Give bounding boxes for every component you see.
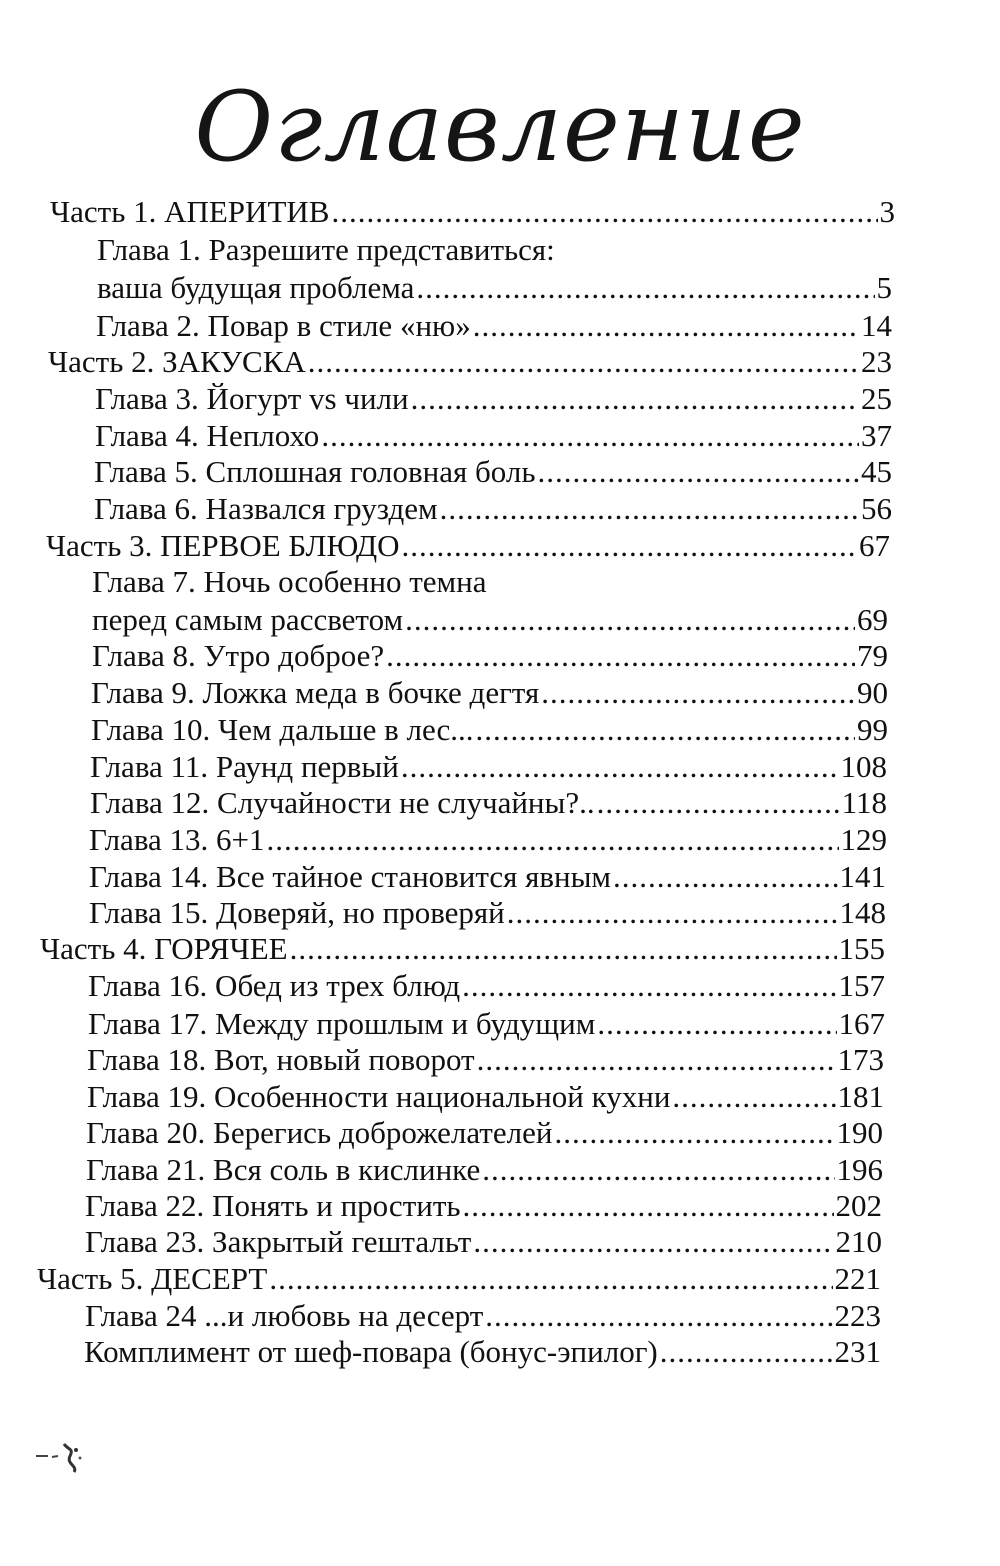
- toc-leader-dots: [541, 675, 855, 711]
- toc-leader-dots: [267, 822, 839, 858]
- toc-entry-label: Часть 4. ГОРЯЧЕЕ: [40, 931, 288, 966]
- toc-entry-label: Глава 15. Доверяй, но проверяй: [89, 895, 505, 930]
- toc-entry-label: Глава 14. Все тайное становится явным: [89, 859, 612, 894]
- toc-entry-label: перед самым рассветом: [92, 602, 404, 637]
- toc-leader-dots: [473, 1224, 833, 1260]
- toc-page-number: 69: [857, 602, 888, 637]
- toc-chapter-23: [85, 1224, 882, 1260]
- toc-chapter-18: [87, 1042, 884, 1078]
- toc-page-number: 196: [836, 1152, 883, 1187]
- toc-leader-dots: [331, 194, 877, 230]
- toc-entry-label: Глава 4. Неплохо: [95, 418, 320, 453]
- toc-chapter-15: [89, 895, 886, 931]
- toc-page-number: 5: [876, 270, 892, 305]
- toc-bonus-epilogue: [84, 1334, 881, 1370]
- toc-page-number: 118: [841, 785, 887, 820]
- toc-entry-label: Глава 5. Сплошная головная боль: [94, 454, 536, 489]
- toc-leader-dots: [538, 454, 860, 490]
- toc-leader-dots: [405, 602, 855, 638]
- toc-entry-label: Глава 12. Случайности не случайны?..: [90, 785, 595, 820]
- toc-entry-label: Глава 23. Закрытый гештальт: [85, 1224, 472, 1259]
- toc-entry-label: Глава 22. Понять и простить: [85, 1188, 461, 1223]
- toc-page-number: 99: [857, 712, 888, 747]
- toc-chapter-2: [96, 308, 892, 344]
- toc-page-number: 67: [859, 528, 890, 563]
- toc-chapter-7: [92, 602, 888, 638]
- toc-leader-dots: [660, 1334, 833, 1370]
- toc-page-number: 167: [838, 1006, 885, 1041]
- toc-page-number: 231: [834, 1334, 881, 1369]
- toc-leader-dots: [402, 528, 857, 564]
- toc-leader-dots: [672, 1079, 835, 1115]
- toc-entry-label: Глава 18. Вот, новый поворот: [87, 1042, 475, 1077]
- smudge-icon: [34, 1436, 94, 1476]
- toc-chapter-4: [95, 418, 892, 454]
- toc-chapter-14: [89, 859, 886, 895]
- toc-entry-label: Часть 1. АПЕРИТИВ: [50, 194, 330, 229]
- toc-page-number: 190: [836, 1115, 883, 1150]
- toc-chapter-21: [86, 1152, 883, 1188]
- toc-chapter-11: [90, 749, 887, 785]
- toc-entry-label: Комплимент от шеф-повара (бонус-эпилог): [84, 1334, 658, 1369]
- toc-entry-label: Глава 2. Повар в стиле «ню»: [96, 308, 471, 343]
- toc-page-number: 181: [837, 1079, 884, 1114]
- toc-page-number: 3: [879, 194, 895, 229]
- toc-chapter-3: [95, 381, 892, 417]
- toc-entry-label: Глава 3. Йогурт vs чили: [95, 381, 409, 416]
- toc-leader-dots: [321, 418, 859, 454]
- page-title: Оглавление: [194, 71, 806, 183]
- toc-chapter-7-title-line: Глава 7. Ночь особенно темна: [92, 564, 487, 599]
- toc-page-number: 141: [839, 859, 886, 894]
- toc-leader-dots: [597, 785, 840, 821]
- toc-entry-label: Глава 24 ...и любовь на десерт: [85, 1298, 484, 1333]
- toc-entry-label: Глава 9. Ложка меда в бочке дегтя: [91, 675, 540, 710]
- toc-entry-label: Глава 21. Вся соль в кислинке: [86, 1152, 481, 1187]
- toc-entry-label: Часть 5. ДЕСЕРТ: [37, 1261, 268, 1296]
- toc-chapter-13: [89, 822, 887, 858]
- toc-leader-dots: [554, 1115, 834, 1151]
- toc-entry-label: ваша будущая проблема: [97, 270, 415, 305]
- toc-leader-dots: [613, 859, 837, 895]
- toc-leader-dots: [485, 1298, 832, 1334]
- toc-chapter-16: [88, 968, 885, 1004]
- toc-page-number: 45: [861, 454, 892, 489]
- toc-chapter-19: [87, 1079, 884, 1115]
- toc-leader-dots: [473, 308, 859, 344]
- toc-leader-dots: [401, 749, 839, 785]
- toc-chapter-8: [92, 638, 888, 674]
- toc-page-number: 79: [857, 638, 888, 673]
- toc-chapter-5: [94, 454, 892, 490]
- toc-leader-dots: [290, 931, 837, 967]
- toc-entry-label: Глава 11. Раунд первый: [90, 749, 399, 784]
- toc-page-number: 223: [834, 1298, 881, 1333]
- toc-leader-dots: [308, 344, 859, 380]
- toc-leader-dots: [476, 712, 855, 748]
- toc-page-number: 129: [840, 822, 887, 857]
- toc-entry-label: Глава 6. Назвался груздем: [94, 491, 438, 526]
- toc-entry-label: Глава 17. Между прошлым и будущим: [88, 1006, 596, 1041]
- toc-page-number: 56: [861, 491, 892, 526]
- toc-page-number: 148: [839, 895, 886, 930]
- toc-chapter-22: [85, 1188, 882, 1224]
- toc-chapter-9: [91, 675, 888, 711]
- toc-page-number: 157: [838, 968, 885, 1003]
- toc-page-number: 210: [835, 1224, 882, 1259]
- toc-chapter-1-title-line: Глава 1. Разрешите представиться:: [97, 232, 555, 267]
- toc-page-number: 221: [834, 1261, 881, 1296]
- toc-entry-label: Глава 19. Особенности национальной кухни: [87, 1079, 671, 1114]
- toc-part-1: [50, 194, 895, 230]
- toc-entry-label: Глава 16. Обед из трех блюд: [88, 968, 461, 1003]
- toc-part-3: [46, 528, 890, 564]
- toc-page-number: 108: [840, 749, 887, 784]
- toc-leader-dots: [597, 1006, 836, 1042]
- toc-chapter-12: [90, 785, 887, 821]
- toc-chapter-24: [85, 1298, 881, 1334]
- toc-part-4: [40, 931, 885, 967]
- toc-page-number: 14: [861, 308, 892, 343]
- toc-entry-label: Глава 10. Чем дальше в лес...: [91, 712, 474, 747]
- toc-leader-dots: [411, 381, 859, 417]
- toc-leader-dots: [440, 491, 859, 527]
- toc-page-number: 202: [835, 1188, 882, 1223]
- ink-smudge-mark: [34, 1436, 94, 1482]
- toc-entry-label: Часть 2. ЗАКУСКА: [48, 344, 306, 379]
- toc-page-number: 23: [861, 344, 892, 379]
- toc-leader-dots: [462, 968, 836, 1004]
- toc-chapter-10: [91, 712, 888, 748]
- toc-leader-dots: [463, 1188, 834, 1224]
- toc-entry-label: Глава 13. 6+1: [89, 822, 265, 857]
- toc-entry-label: Глава 20. Берегись доброжелателей: [86, 1115, 553, 1150]
- toc-leader-dots: [477, 1042, 836, 1078]
- toc-page-number: 90: [857, 675, 888, 710]
- toc-leader-dots: [482, 1152, 834, 1188]
- toc-chapter-17: [88, 1006, 885, 1042]
- toc-leader-dots: [507, 895, 838, 931]
- toc-chapter-1: [97, 270, 892, 306]
- toc-page-number: 155: [838, 931, 885, 966]
- toc-chapter-20: [86, 1115, 883, 1151]
- toc-leader-dots: [269, 1261, 832, 1297]
- toc-page-number: 173: [837, 1042, 884, 1077]
- toc-entry-label: Часть 3. ПЕРВОЕ БЛЮДО: [46, 528, 400, 563]
- toc-chapter-6: [94, 491, 892, 527]
- toc-page-number: 25: [861, 381, 892, 416]
- toc-leader-dots: [386, 638, 855, 674]
- toc-entry-label: Глава 8. Утро доброе?: [92, 638, 385, 673]
- toc-leader-dots: [416, 270, 874, 306]
- toc-page-number: 37: [861, 418, 892, 453]
- toc-part-5: [37, 1261, 881, 1297]
- toc-part-2: [48, 344, 892, 380]
